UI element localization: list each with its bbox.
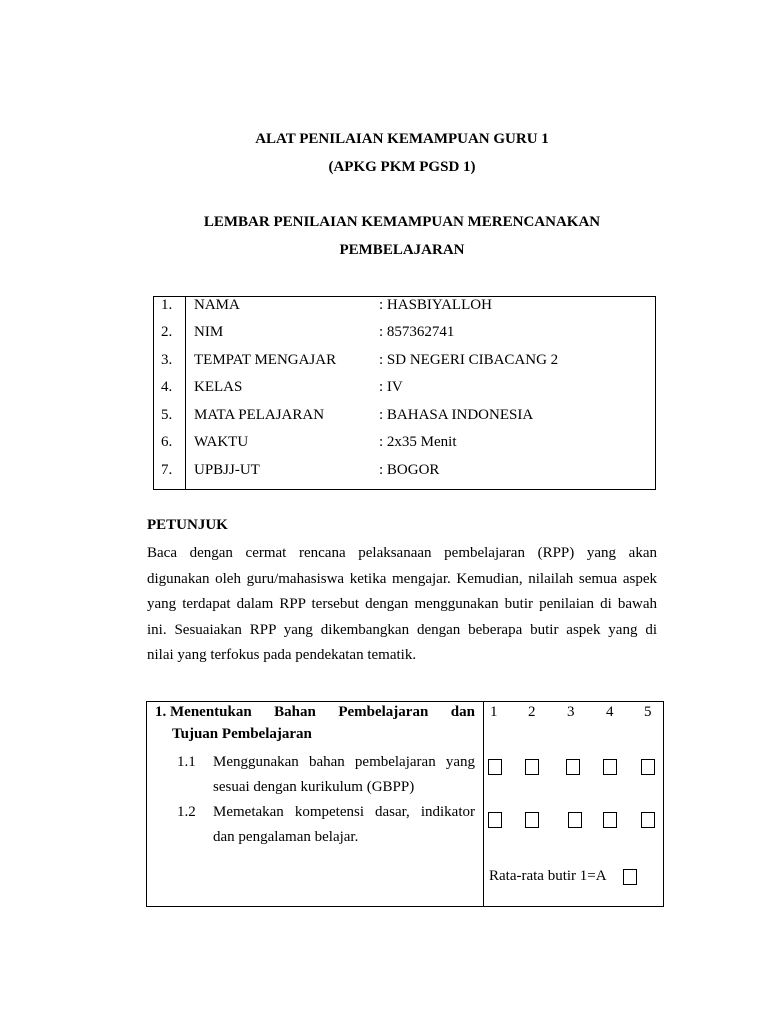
item-line: Memetakan kompetensi dasar, indikator [213,804,475,820]
instructions-line: Baca dengan cermat rencana pelaksanaan pembelajaran (RPP) yang akan [147,545,657,561]
row-value: : 2x35 Menit [379,434,457,450]
row-value: : BAHASA INDONESIA [379,407,534,423]
item-line: Menggunakan bahan pembelajaran yang [213,754,475,770]
score-checkbox[interactable] [488,812,502,828]
row-number: 6. [161,434,173,450]
score-checkbox[interactable] [525,812,539,828]
sheet-title: LEMBAR PENILAIAN KEMAMPUAN MERENCANAKAN [203,214,601,230]
row-value: : SD NEGERI CIBACANG 2 [379,352,559,368]
heading-word: Pembelajaran [338,704,429,720]
row-label: KELAS [194,379,243,395]
assessment-table [146,701,664,907]
item-line: sesuai dengan kurikulum (GBPP) [213,779,415,795]
row-label: TEMPAT MENGAJAR [194,352,337,368]
score-checkbox[interactable] [566,759,580,775]
item-line: dan pengalaman belajar. [213,829,359,845]
identity-row [154,434,655,454]
score-checkbox[interactable] [525,759,539,775]
sheet-title-cont: PEMBELAJARAN [339,242,465,258]
heading-line2: Tujuan Pembelajaran [172,726,312,742]
instructions-line: ini. Sesuaiakan RPP yang dikembangkan dengan beberapa butir aspek yang di [147,621,657,638]
row-value: : BOGOR [379,462,440,478]
row-label: NAMA [194,297,240,313]
identity-table [153,296,656,490]
identity-row [154,407,655,427]
doc-subtitle: (APKG PKM PGSD 1) [328,159,476,175]
score-checkbox[interactable] [603,759,617,775]
row-value: : 857362741 [379,324,455,340]
score-checkbox[interactable] [603,812,617,828]
score-checkbox[interactable] [641,812,655,828]
instructions-paragraph [147,541,657,669]
scale-label: 2 [528,704,536,720]
aspect-heading [155,704,475,743]
row-label: NIM [194,324,224,340]
instructions-heading: PETUNJUK [147,517,228,533]
doc-title: ALAT PENILAIAN KEMAMPUAN GURU 1 [255,131,549,147]
row-label: MATA PELAJARAN [194,407,325,423]
row-value: : HASBIYALLOH [379,297,492,313]
scale-label: 5 [644,704,652,720]
heading-word: 1. Menentukan [155,704,252,720]
item-number: 1.2 [177,804,196,820]
row-number: 3. [161,352,173,368]
identity-row [154,462,655,482]
row-number: 2. [161,324,173,340]
item-number: 1.1 [177,754,196,770]
score-checkbox[interactable] [641,759,655,775]
identity-row [154,352,655,372]
row-number: 7. [161,462,173,478]
assessment-divider [483,702,484,906]
instructions-line: digunakan oleh guru/mahasiswa ketika mengajar. Kemudian, nilailah semua aspek [147,570,657,587]
score-checkbox[interactable] [488,759,502,775]
scale-label: 1 [490,704,498,720]
score-checkbox[interactable] [568,812,582,828]
average-checkbox[interactable] [623,869,637,885]
row-label: WAKTU [194,434,249,450]
average-label: Rata-rata butir 1=A [489,868,607,884]
heading-word: Bahan [274,704,316,720]
row-number: 4. [161,379,173,395]
identity-row [154,324,655,344]
instructions-line: yang terdapat dalam RPP tersebut dengan menggunakan butir penilaian di bawah [147,596,657,612]
heading-word: dan [450,704,475,720]
scale-label: 4 [606,704,614,720]
identity-row [154,297,655,317]
scale-label: 3 [567,704,575,720]
instructions-line: nilai yang terfokus pada pendekatan tematik. [147,647,417,663]
row-number: 5. [161,407,173,423]
row-label: UPBJJ-UT [194,462,260,478]
row-value: : IV [379,379,403,395]
row-number: 1. [161,297,173,313]
identity-row [154,379,655,399]
